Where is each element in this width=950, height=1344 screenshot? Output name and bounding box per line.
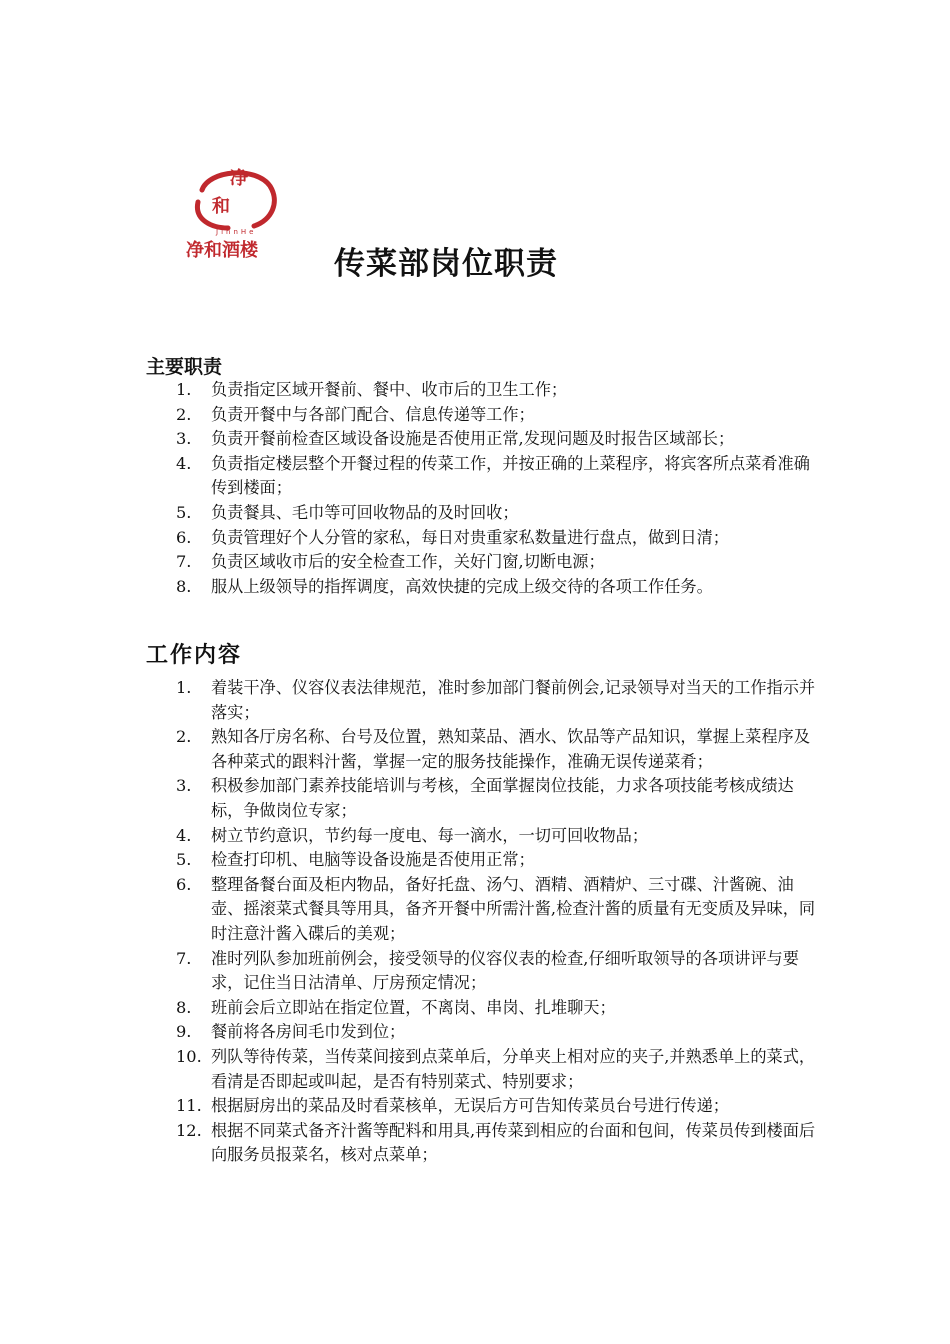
item-text: 根据不同菜式备齐汁酱等配料和用具,再传菜到相应的台面和包间，传菜员传到楼面后向服务员报菜名，核对点菜单； (211, 1120, 816, 1165)
list-item (176, 774, 816, 823)
item-text: 班前会后立即站在指定位置，不离岗、串岗、扎堆聊天； (211, 997, 616, 1017)
section-heading-work: 工作内容 (146, 643, 243, 668)
item-text: 熟知各厅房名称、台号及位置，熟知菜品、酒水、饮品等产品知识，掌握上菜程序及各种菜式的跟料汁酱，掌握一定的服务技能操作，准确无误传递菜肴； (211, 727, 810, 771)
list-item (176, 873, 816, 947)
item-number: 4. (176, 453, 192, 473)
item-text: 服从上级领导的指挥调度，高效快捷的完成上级交待的各项工作任务。 (211, 576, 713, 596)
logo-seal-icon (184, 162, 284, 262)
item-text: 负责指定区域开餐前、餐中、收市后的卫生工作； (211, 380, 568, 399)
list-item (176, 378, 816, 403)
list-item (176, 848, 816, 873)
list-item (176, 452, 816, 501)
logo-latin: JinnHe (216, 228, 257, 236)
restaurant-logo (184, 162, 284, 262)
item-text: 负责餐具、毛巾等可回收物品的及时回收； (211, 502, 519, 522)
item-number: 1. (176, 678, 192, 697)
list-item (176, 824, 816, 849)
item-number: 4. (176, 825, 192, 845)
item-number: 8. (176, 997, 192, 1017)
list-item (176, 1020, 816, 1045)
list-item (176, 427, 816, 452)
logo-char-top: 净 (230, 168, 248, 189)
list-item (176, 996, 816, 1021)
item-number: 10. (176, 1046, 202, 1066)
list-item (176, 403, 816, 428)
list-item (176, 575, 816, 600)
item-number: 2. (176, 727, 192, 747)
item-number: 6. (176, 874, 192, 894)
item-text: 负责开餐前检查区域设备设施是否使用正常,发现问题及时报告区域部长； (211, 429, 735, 449)
item-number: 1. (176, 380, 192, 399)
list-item (176, 1045, 816, 1094)
item-text: 列队等待传菜，当传菜间接到点菜单后，分单夹上相对应的夹子,并熟悉单上的菜式，看清是否即起或叫起，是否有特别菜式、特别要求； (211, 1046, 816, 1091)
logo-char-mid: 和 (212, 196, 230, 217)
list-item (176, 1094, 816, 1119)
item-number: 7. (176, 948, 192, 968)
item-text: 积极参加部门素养技能培训与考核，全面掌握岗位技能，力求各项技能考核成绩达标，争做岗位专家； (211, 776, 794, 820)
item-number: 2. (176, 404, 192, 424)
section-heading-duties: 主要职责 (146, 356, 223, 378)
item-number: 12. (176, 1120, 202, 1140)
item-text: 负责开餐中与各部门配合、信息传递等工作； (211, 404, 535, 424)
list-item (176, 550, 816, 575)
list-item (176, 526, 816, 551)
logo-name: 净和酒楼 (186, 240, 258, 261)
item-text: 负责管理好个人分管的家私，每日对贵重家私数量进行盘点，做到日清； (211, 527, 729, 547)
work-content-list (176, 676, 816, 1168)
item-number: 8. (176, 576, 192, 596)
item-text: 树立节约意识，节约每一度电、每一滴水，一切可回收物品； (211, 825, 649, 845)
item-number: 5. (176, 502, 192, 522)
item-text: 准时列队参加班前例会，接受领导的仪容仪表的检查,仔细听取领导的各项讲评与要求，记住当日沽清单、厅房预定情况； (211, 948, 799, 993)
list-item (176, 1119, 816, 1168)
item-text: 负责区域收市后的安全检查工作，关好门窗,切断电源； (211, 552, 605, 572)
item-text: 根据厨房出的菜品及时看菜核单，无误后方可告知传菜员台号进行传递； (211, 1096, 729, 1116)
list-item (176, 947, 816, 996)
item-number: 5. (176, 850, 192, 870)
item-number: 6. (176, 527, 192, 547)
item-number: 11. (176, 1096, 202, 1116)
list-item (176, 501, 816, 526)
item-text: 餐前将各房间毛巾发到位； (211, 1022, 406, 1042)
page-title: 传菜部岗位职责 (334, 246, 558, 282)
item-text: 检查打印机、电脑等设备设施是否使用正常； (211, 850, 535, 870)
list-item (176, 725, 816, 774)
duties-list (176, 378, 816, 599)
item-text: 整理备餐台面及柜内物品，备好托盘、汤勺、酒精、酒精炉、三寸碟、汁酱碗、油壶、摇滚菜式餐具等用具，备齐开餐中所需汁酱,检查汁酱的质量有无变质及异味，同时注意汁酱入碟后的美观； (211, 874, 816, 943)
list-item (176, 676, 816, 725)
item-text: 负责指定楼层整个开餐过程的传菜工作，并按正确的上菜程序，将宾客所点菜肴准确传到楼面； (211, 453, 810, 498)
item-number: 7. (176, 552, 192, 572)
item-number: 3. (176, 429, 192, 449)
item-number: 3. (176, 776, 192, 796)
item-number: 9. (176, 1022, 192, 1042)
item-text: 着装干净、仪容仪表法律规范，准时参加部门餐前例会,记录领导对当天的工作指示并落实； (211, 678, 816, 722)
